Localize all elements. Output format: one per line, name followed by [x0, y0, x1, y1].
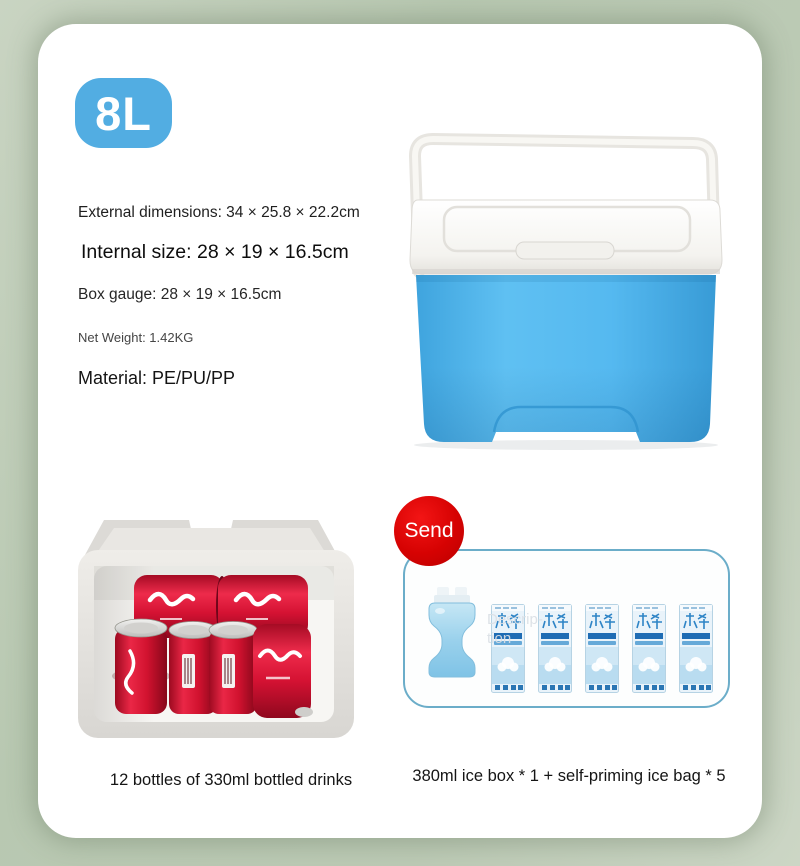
- ice-bag-graphic: [585, 604, 619, 693]
- spec-box-gauge: Box gauge: 28 × 19 × 16.5cm: [78, 286, 282, 303]
- cooler-box-photo: [398, 112, 730, 452]
- spec-external-dimensions: External dimensions: 34 × 25.8 × 22.2cm: [78, 204, 360, 221]
- bundle-panel: [403, 549, 730, 708]
- cooler-latch: [516, 242, 614, 259]
- ice-bags-row: [491, 604, 713, 693]
- ice-bag-graphic: [491, 604, 525, 693]
- caption-ice-bundle: 380ml ice box * 1 + self-priming ice bag * 5: [412, 767, 726, 785]
- cooler-lid: [410, 200, 722, 274]
- ice-bag-graphic: [632, 604, 666, 693]
- product-card: [38, 24, 762, 838]
- ice-bag-graphic: [538, 604, 572, 693]
- send-badge-label: Send: [404, 519, 454, 542]
- capacity-badge-label: 8L: [95, 86, 152, 140]
- send-gift-badge: [394, 496, 464, 566]
- spec-internal-size: Internal size: 28 × 19 × 16.5cm: [81, 241, 349, 263]
- cola-cans-standing: [112, 619, 313, 718]
- open-cooler-cans-photo: [70, 516, 382, 742]
- cola-can-sideways: [253, 624, 311, 718]
- cooler-body: [416, 275, 716, 442]
- ice-bag-graphic: [679, 604, 713, 693]
- caption-bottles: 12 bottles of 330ml bottled drinks: [109, 771, 353, 789]
- capacity-badge: [75, 78, 172, 148]
- spec-net-weight: Net Weight: 1.42KG: [78, 330, 194, 345]
- ice-box-graphic: [425, 585, 479, 679]
- watermark-text: Descrip-tion: [487, 611, 543, 647]
- spec-material: Material: PE/PU/PP: [78, 368, 236, 388]
